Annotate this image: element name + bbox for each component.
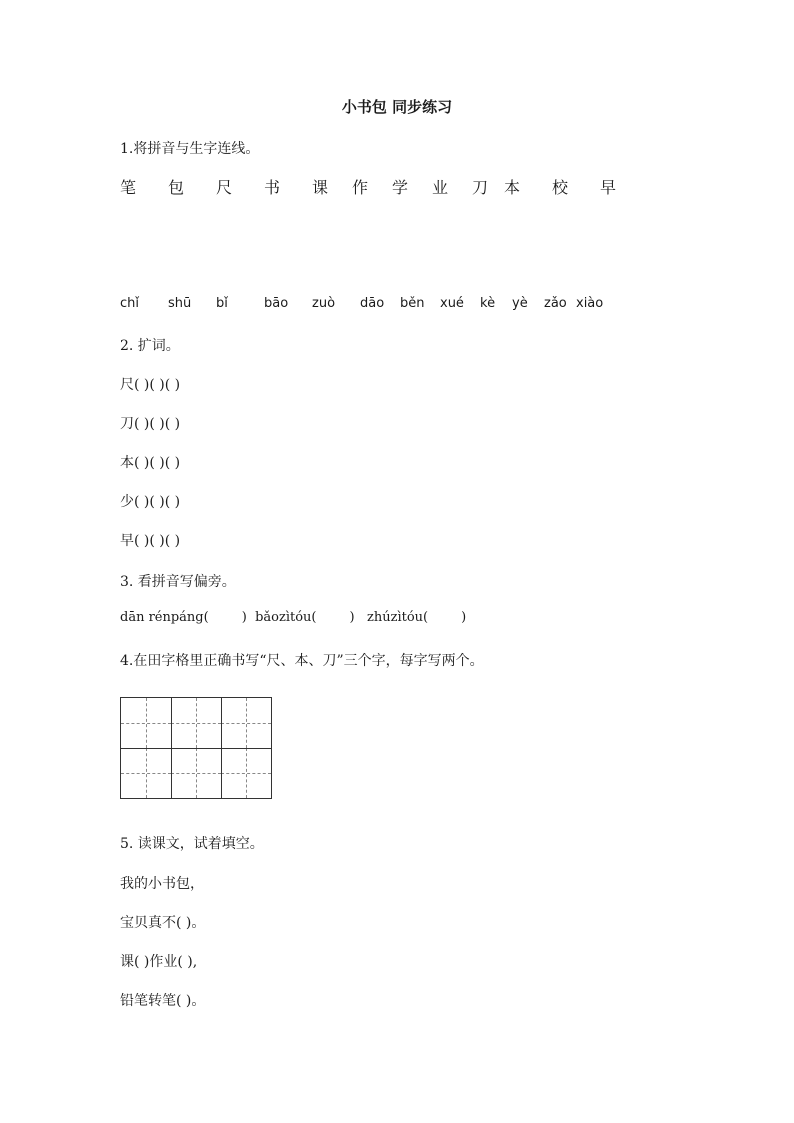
word-expansion-row bbox=[120, 413, 180, 433]
word-expansion-row bbox=[120, 491, 180, 511]
question-4-prompt: 4.在田字格里正确书写“尺、本、刀”三个字，每字写两个。 bbox=[120, 653, 484, 669]
grid-cell[interactable] bbox=[221, 748, 271, 798]
character: 尺 bbox=[216, 178, 233, 197]
character: 早 bbox=[600, 178, 617, 197]
answer-blank[interactable]: ( ) bbox=[164, 494, 181, 510]
fill-blank-line[interactable]: 铅笔转笔( )。 bbox=[120, 993, 206, 1009]
fill-blank-line: 我的小书包， bbox=[120, 876, 204, 892]
page-title: 小书包 同步练习 bbox=[341, 98, 453, 116]
answer-blank[interactable]: ( ) bbox=[134, 494, 150, 510]
character: 课 bbox=[312, 178, 329, 197]
row-character: 刀 bbox=[120, 416, 134, 432]
answer-blank[interactable]: ( ) bbox=[134, 455, 150, 471]
radical-pinyin-line[interactable]: dān rénpáng( ) bǎozìtóu( ) zhúzìtóu( ) bbox=[120, 610, 467, 625]
fill-blank-line[interactable]: 宝贝真不( )。 bbox=[120, 915, 206, 931]
pinyin: chǐ bbox=[120, 296, 139, 311]
answer-blank[interactable]: ( ) bbox=[134, 533, 150, 549]
pinyin: xué bbox=[440, 296, 464, 311]
row-character: 尺 bbox=[120, 377, 134, 393]
question-2-prompt: 2. 扩词。 bbox=[120, 338, 180, 354]
answer-blank[interactable]: ( ) bbox=[164, 416, 181, 432]
grid-cell[interactable] bbox=[171, 748, 221, 798]
pinyin: bǐ bbox=[216, 296, 228, 311]
character: 本 bbox=[504, 178, 521, 197]
grid-cell[interactable] bbox=[121, 748, 171, 798]
character: 刀 bbox=[472, 178, 489, 197]
row-character: 早 bbox=[120, 533, 134, 549]
character: 笔 bbox=[120, 178, 137, 197]
row-character: 本 bbox=[120, 455, 134, 471]
answer-blank[interactable]: ( ) bbox=[149, 494, 165, 510]
fill-blank-line[interactable]: 课( )作业( ), bbox=[120, 954, 198, 970]
question-1-prompt: 1.将拼音与生字连线。 bbox=[120, 141, 260, 157]
answer-blank[interactable]: ( ) bbox=[149, 377, 165, 393]
character: 包 bbox=[168, 178, 185, 197]
tianzige-grid[interactable] bbox=[120, 697, 272, 799]
answer-blank[interactable]: ( ) bbox=[134, 377, 150, 393]
answer-blank[interactable]: ( ) bbox=[164, 533, 181, 549]
character: 业 bbox=[432, 178, 449, 197]
answer-blank[interactable]: ( ) bbox=[149, 416, 165, 432]
grid-divider bbox=[121, 748, 271, 749]
character: 作 bbox=[352, 178, 369, 197]
character: 校 bbox=[552, 178, 569, 197]
word-expansion-row bbox=[120, 452, 180, 472]
pinyin: kè bbox=[480, 296, 496, 311]
grid-cell[interactable] bbox=[121, 698, 171, 748]
row-character: 少 bbox=[120, 494, 134, 510]
character: 学 bbox=[392, 178, 409, 197]
word-expansion-row bbox=[120, 374, 180, 394]
pinyin: xiào bbox=[576, 296, 604, 311]
answer-blank[interactable]: ( ) bbox=[164, 377, 181, 393]
pinyin: zuò bbox=[312, 296, 336, 311]
pinyin: běn bbox=[400, 296, 425, 311]
pinyin: dāo bbox=[360, 296, 385, 311]
grid-cell[interactable] bbox=[171, 698, 221, 748]
word-expansion-row bbox=[120, 530, 180, 550]
answer-blank[interactable]: ( ) bbox=[149, 455, 165, 471]
question-3-prompt: 3. 看拼音写偏旁。 bbox=[120, 574, 236, 590]
pinyin: zǎo bbox=[544, 296, 567, 311]
grid-cell[interactable] bbox=[221, 698, 271, 748]
answer-blank[interactable]: ( ) bbox=[134, 416, 150, 432]
answer-blank[interactable]: ( ) bbox=[164, 455, 181, 471]
pinyin: shū bbox=[168, 296, 192, 311]
pinyin: bāo bbox=[264, 296, 289, 311]
character: 书 bbox=[264, 178, 281, 197]
answer-blank[interactable]: ( ) bbox=[149, 533, 165, 549]
question-5-prompt: 5. 读课文，试着填空。 bbox=[120, 836, 264, 852]
pinyin: yè bbox=[512, 296, 528, 311]
